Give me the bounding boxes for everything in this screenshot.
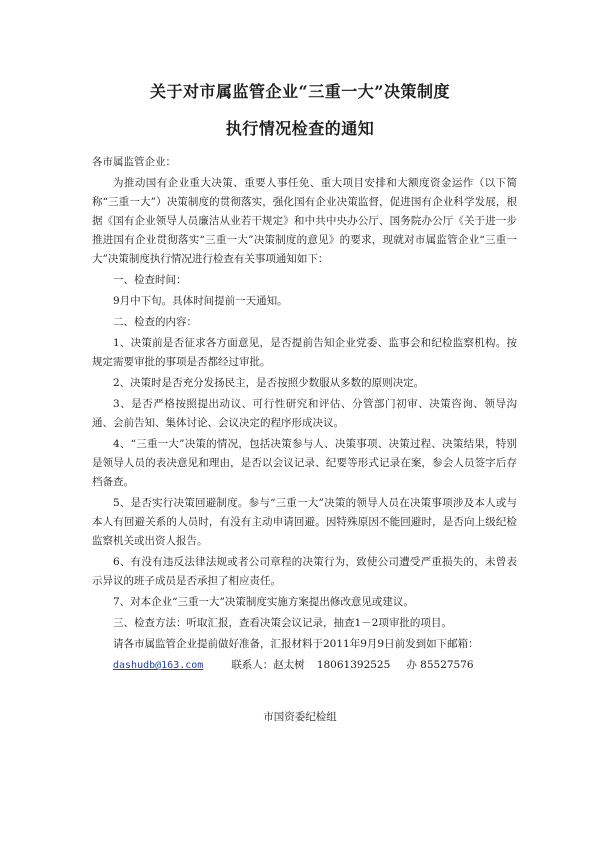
content-item-2: 2、决策时是否充分发扬民主，是否按照少数服从多数的原则决定。 [113, 377, 425, 389]
section-heading-time: 一、检查时间： [113, 274, 187, 286]
section-heading-method: 三、检查方法：听取汇报，查看决策会议记录，抽查1－2项审批的项目。 [113, 617, 452, 629]
content-item-3: 3、是否严格按照提出动议、可行性研究和评估、分管部门初审、决策咨询、领导沟通、会前告知、集体讨论、会议决定的程序形成决议。 [92, 398, 517, 429]
section-heading-content: 二、检查的内容： [113, 316, 197, 328]
signature: 市国资委纪检组 [263, 711, 337, 723]
email-link[interactable]: dashudb@163.com [113, 660, 204, 671]
content-item-7: 7、对本企业“三重一大”决策制度实施方案提出修改意见或建议。 [113, 596, 414, 608]
document-title-line2: 执行情况检查的通知 [225, 119, 375, 138]
contact-office: 办 85527576 [406, 659, 474, 671]
paragraph-submission: 请各市属监管企业提前做好准备，汇报材料于2011年9月9日前发到如下邮箱： [113, 638, 479, 650]
contact-line [92, 656, 517, 675]
content-item-5: 5、是否实行决策回避制度。参与“三重一大”决策的领导人员在决策事项涉及本人或与本人有回避关系的人员时，有没有主动申请回避。因特殊原因不能回避时，是否向上级纪检监察机关或出资人报告。 [92, 497, 517, 547]
content-item-1: 1、决策前是否征求各方面意见，是否提前告知企业党委、监事会和纪检监察机构。按规定需要审批的事项是否都经过审批。 [92, 337, 517, 368]
paragraph-time: 9月中下旬。具体时间提前一天通知。 [113, 295, 288, 307]
document-title-line1: 关于对市属监管企业“三重一大”决策制度 [150, 82, 450, 101]
paragraph-intro: 为推动国有企业重大决策、重要人事任免、重大项目安排和大额度资金运作（以下简称“三重一大”）决策制度的贯彻落实，强化国有企业决策监督，促进国有企业科学发展，根据《国有企业领导人员廉洁从业若干规定》和中共中央办公厅、国务院办公厅《关于进一步推进国有企业贯彻落实“三重一大”决策制度的意见》的要求，现就对市属监管企业“三重一大”决策制度执行情况进行检查有关事项通知如下： [92, 177, 517, 265]
content-item-4: 4、“三重一大”决策的情况，包括决策参与人、决策事项、决策过程、决策结果，特别是领导人员的表决意见和理由，是否以会议记录、纪要等形式记录在案，参会人员签字后存档备查。 [92, 438, 517, 488]
contact-person: 联系人：赵太树 [231, 659, 305, 671]
document-body [92, 153, 517, 675]
salutation: 各市属监管企业： [92, 156, 176, 168]
content-item-6: 6、有没有违反法律法规或者公司章程的决策行为，致使公司遭受严重损失的，未曾表示异议的班子成员是否承担了相应责任。 [92, 556, 517, 587]
contact-phone: 18061392525 [316, 659, 391, 671]
